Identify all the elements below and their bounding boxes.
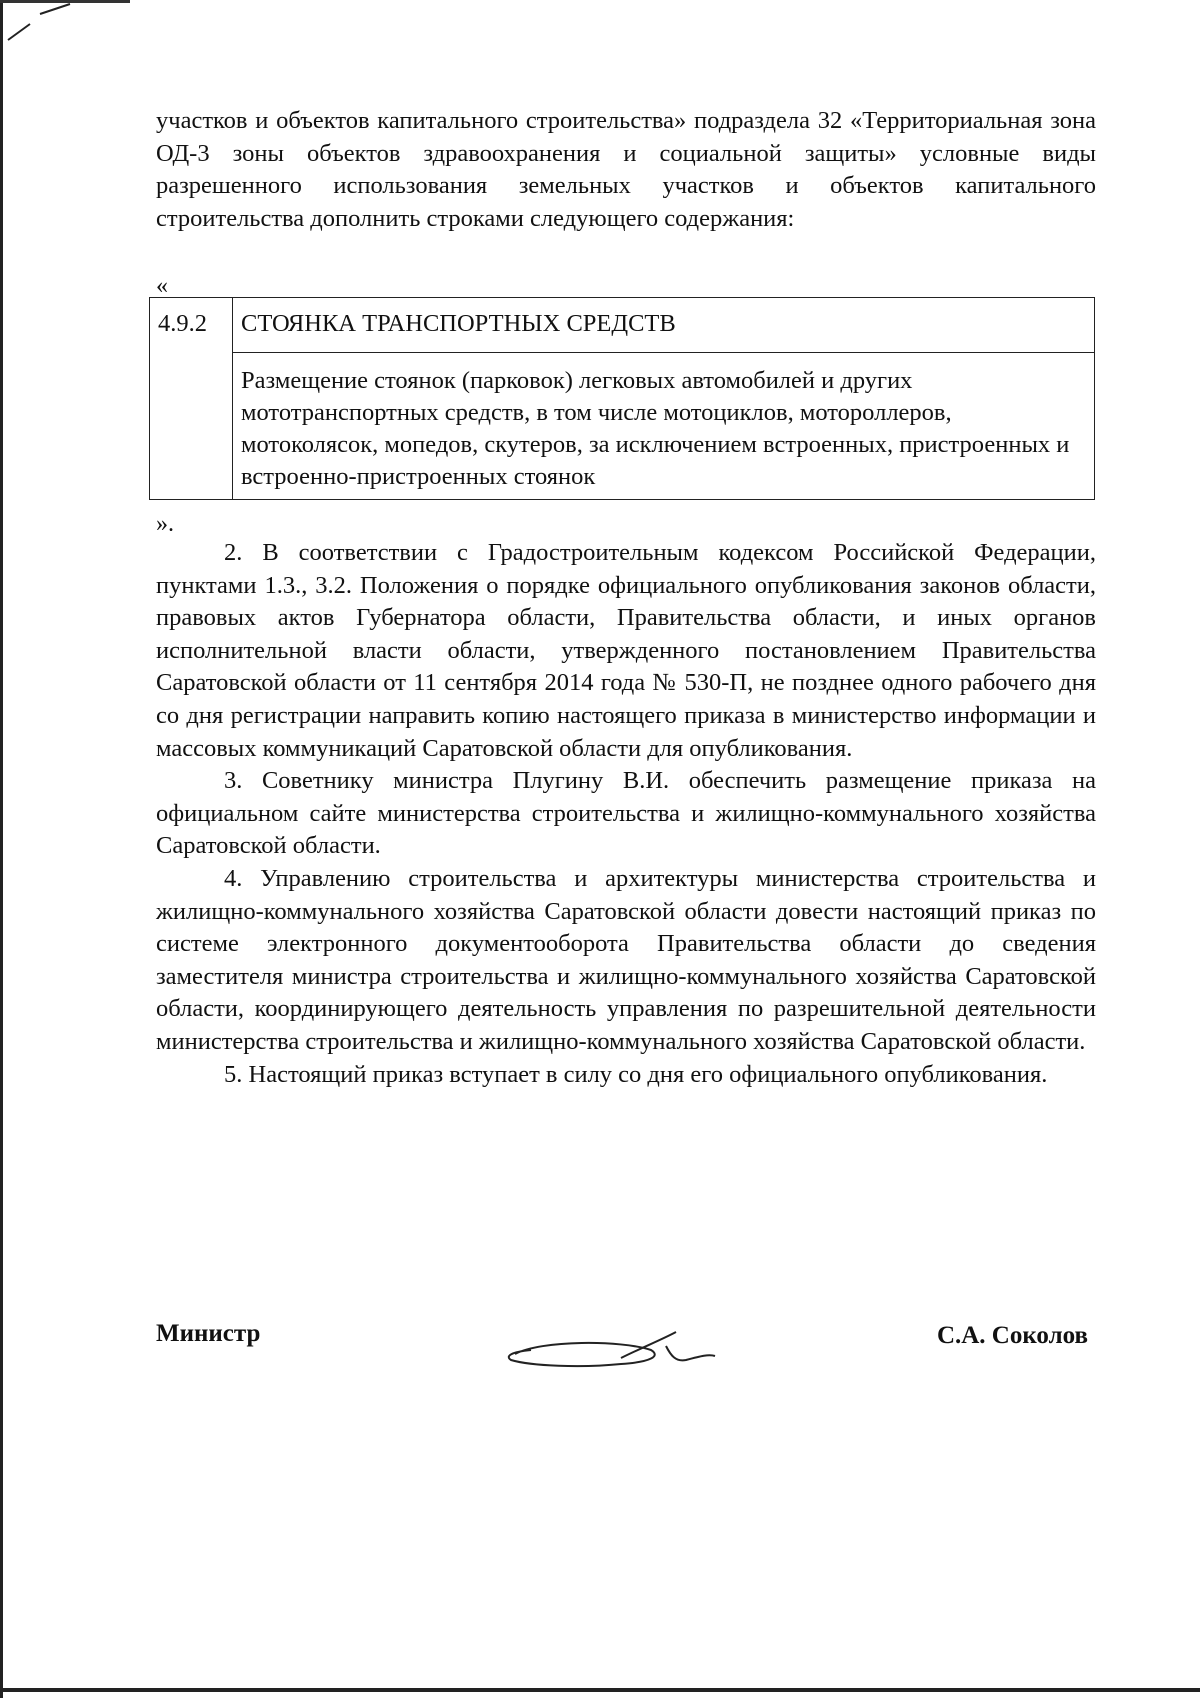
scan-edge-bottom <box>0 1688 1200 1692</box>
paragraph-5: 5. Настоящий приказ вступает в силу со дня его официального опубликования. <box>224 1060 1048 1088</box>
table-code-cell: 4.9.2 <box>150 298 233 500</box>
paragraph-4: 4. Управлению строительства и архитектуры министерства строительства и жилищно-коммунального хозяйства Саратовской области довести настоящий приказ по системе электронного документооборота Правительства области до сведения заместителя министра строительства и жилищно-коммунального хозяйства Саратовской области, координирующего деятельность управления по разрешительной деятельности министерства строительства и жилищно-коммунального хозяйства Саратовской области. <box>156 864 1096 1055</box>
table-description-cell: Размещение стоянок (парковок) легковых автомобилей и других мототранспортных средств, в том числе мотоциклов, мотороллеров, мотоколясок, мопедов, скутеров, за исключением встроенных, пристроенных и встроенно-пристроенных стоянок <box>233 353 1095 500</box>
permitted-use-table <box>149 297 1095 500</box>
paragraph-3: 3. Советнику министра Плугину В.И. обеспечить размещение приказа на официальном сайте министерства строительства и жилищно-коммунального хозяйства Саратовской области. <box>156 767 1096 860</box>
body-text <box>156 537 1096 1091</box>
close-quote: ». <box>156 511 174 537</box>
intro-text <box>156 105 1096 235</box>
scan-edge-left <box>0 0 3 1698</box>
open-quote: « <box>156 273 168 299</box>
handwritten-signature <box>501 1326 721 1376</box>
scan-corner-mark <box>0 0 90 50</box>
paragraph-2: 2. В соответствии с Градостроительным кодексом Российской Федерации, пунктами 1.3., 3.2. Положения о порядке официального опубликования законов области, правовых актов Губернатора области, Правительства области, и иных органов исполнительной власти области, утвержденного постановлением Правительства Саратовской области от 11 сентября 2014 года № 530-П, не позднее одного рабочего дня со дня регистрации направить копию настоящего приказа в министерство информации и массовых коммуникаций Саратовской области для опубликования. <box>156 539 1096 762</box>
table-title-cell: СТОЯНКА ТРАНСПОРТНЫХ СРЕДСТВ <box>233 298 1095 353</box>
signatory-name: С.А. Соколов <box>936 1322 1088 1349</box>
signature-block <box>156 1320 1096 1380</box>
table-row <box>150 298 1095 353</box>
signatory-position: Министр <box>156 1320 261 1347</box>
table-row <box>150 353 1095 500</box>
intro-paragraph: участков и объектов капитального строительства» подраздела 32 «Территориальная зона ОД-3 зоны объектов здравоохранения и социальной защиты» условные виды разрешенного использования земельных участков и объектов капитального строительства дополнить строками следующего содержания: <box>156 107 1096 232</box>
